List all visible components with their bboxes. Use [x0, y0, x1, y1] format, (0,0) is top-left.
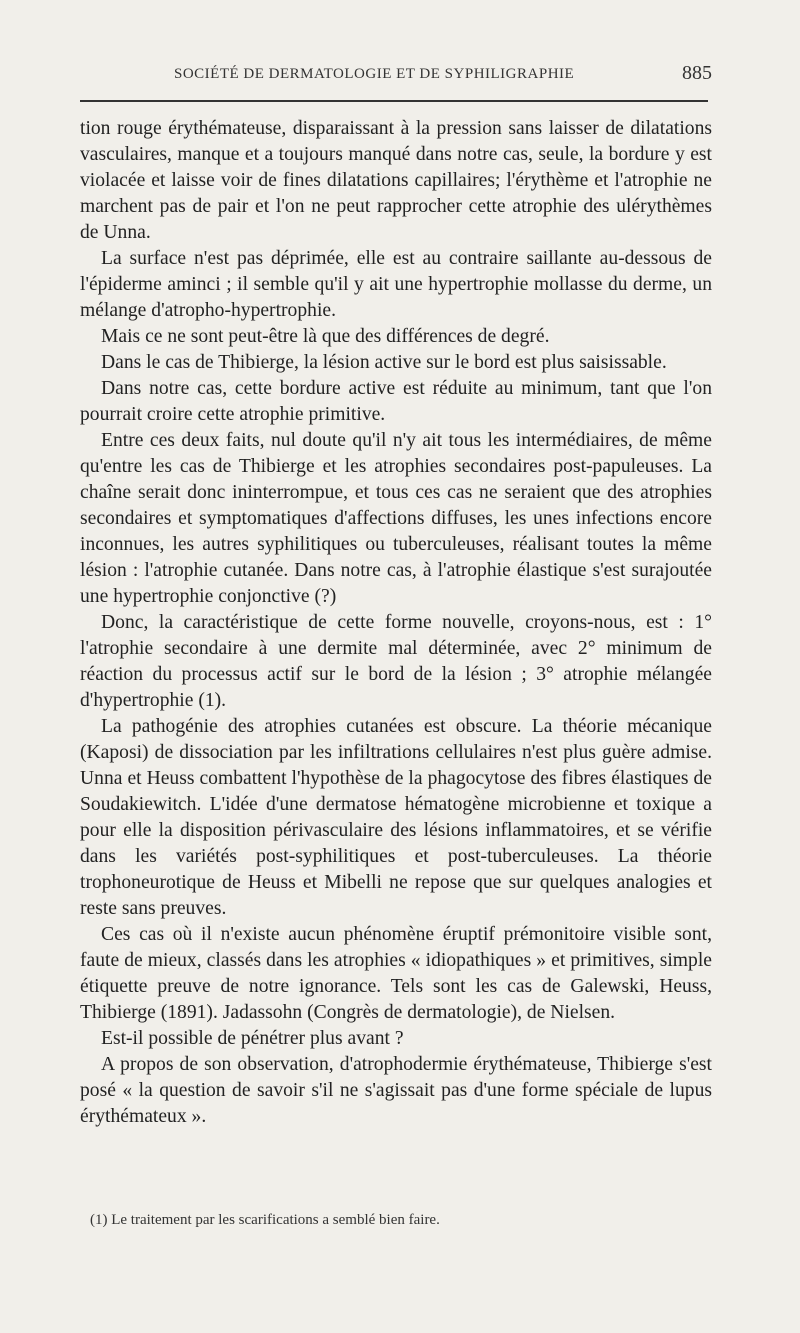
footnote: (1) Le traitement par les scarifications a semblé bien faire.	[90, 1212, 440, 1228]
paragraph: Est-il possible de pénétrer plus avant ?	[101, 1028, 404, 1049]
body-text	[80, 116, 712, 1130]
paragraph: Mais ce ne sont peut-être là que des différences de degré.	[101, 326, 550, 347]
paragraph: Donc, la caractéristique de cette forme nouvelle, croyons-nous, est : 1° l'atrophie secondaire à une dermite mal déterminée, avec 2° minimum de réaction du processus actif sur le bord de la lésion ; 3° atrophie mélangée d'hypertrophie (1).	[80, 612, 712, 711]
page-header	[78, 62, 712, 92]
running-title: SOCIÉTÉ DE DERMATOLOGIE ET DE SYPHILIGRAPHIE	[174, 66, 575, 82]
paragraph: La pathogénie des atrophies cutanées est obscure. La théorie mécanique (Kaposi) de dissociation par les infiltrations cellulaires n'est plus guère admise. Unna et Heuss combattent l'hypothèse de la phagocytose des fibres élastiques de Soudakiewitch. L'idée d'une dermatose hématogène microbienne et toxique a pour elle la disposition périvasculaire des lésions inflammatoires, et se vérifie dans les variétés post-syphilitiques et post-tuberculeuses. La théorie trophoneurotique de Heuss et Mibelli ne repose que sur quelques analogies et reste sans preuves.	[80, 716, 712, 919]
paragraph: Ces cas où il n'existe aucun phénomène éruptif prémonitoire visible sont, faute de mieux, classés dans les atrophies « idiopathiques » et primitives, simple étiquette preuve de notre ignorance. Tels sont les cas de Galewski, Heuss, Thibierge (1891). Jadassohn (Congrès de dermatologie), de Nielsen.	[80, 924, 712, 1023]
paragraph: tion rouge érythémateuse, disparaissant à la pression sans laisser de dilatations vasculaires, manque et a toujours manqué dans notre cas, seule, la bordure y est violacée et laisse voir de fines dilatations capillaires; l'érythème et l'atrophie ne marchent pas de pair et l'on ne peut rapprocher cette atrophie des ulérythèmes de Unna.	[80, 118, 712, 243]
paragraph: Dans notre cas, cette bordure active est réduite au minimum, tant que l'on pourrait croire cette atrophie primitive.	[80, 378, 712, 425]
header-rule	[80, 100, 708, 102]
paragraph: Entre ces deux faits, nul doute qu'il n'y ait tous les intermédiaires, de même qu'entre les cas de Thibierge et les atrophies secondaires post-papuleuses. La chaîne serait donc ininterrompue, et tous ces cas ne seraient que des atrophies secondaires et symptomatiques d'affections diffuses, les unes infections encore inconnues, les autres syphilitiques ou tuberculeuses, réalisant toutes la même lésion : l'atrophie cutanée. Dans notre cas, à l'atrophie élastique s'est surajoutée une hypertrophie conjonctive (?)	[80, 430, 712, 607]
paragraph: A propos de son observation, d'atrophodermie érythémateuse, Thibierge s'est posé « la question de savoir s'il ne s'agissait pas d'une forme spéciale de lupus érythémateux ».	[80, 1054, 712, 1127]
paragraph: Dans le cas de Thibierge, la lésion active sur le bord est plus saisissable.	[101, 352, 667, 373]
paragraph: La surface n'est pas déprimée, elle est au contraire saillante au-dessous de l'épiderme aminci ; il semble qu'il y ait une hypertrophie mollasse du derme, un mélange d'atropho-hypertrophie.	[80, 248, 712, 321]
page-number: 885	[682, 62, 712, 84]
